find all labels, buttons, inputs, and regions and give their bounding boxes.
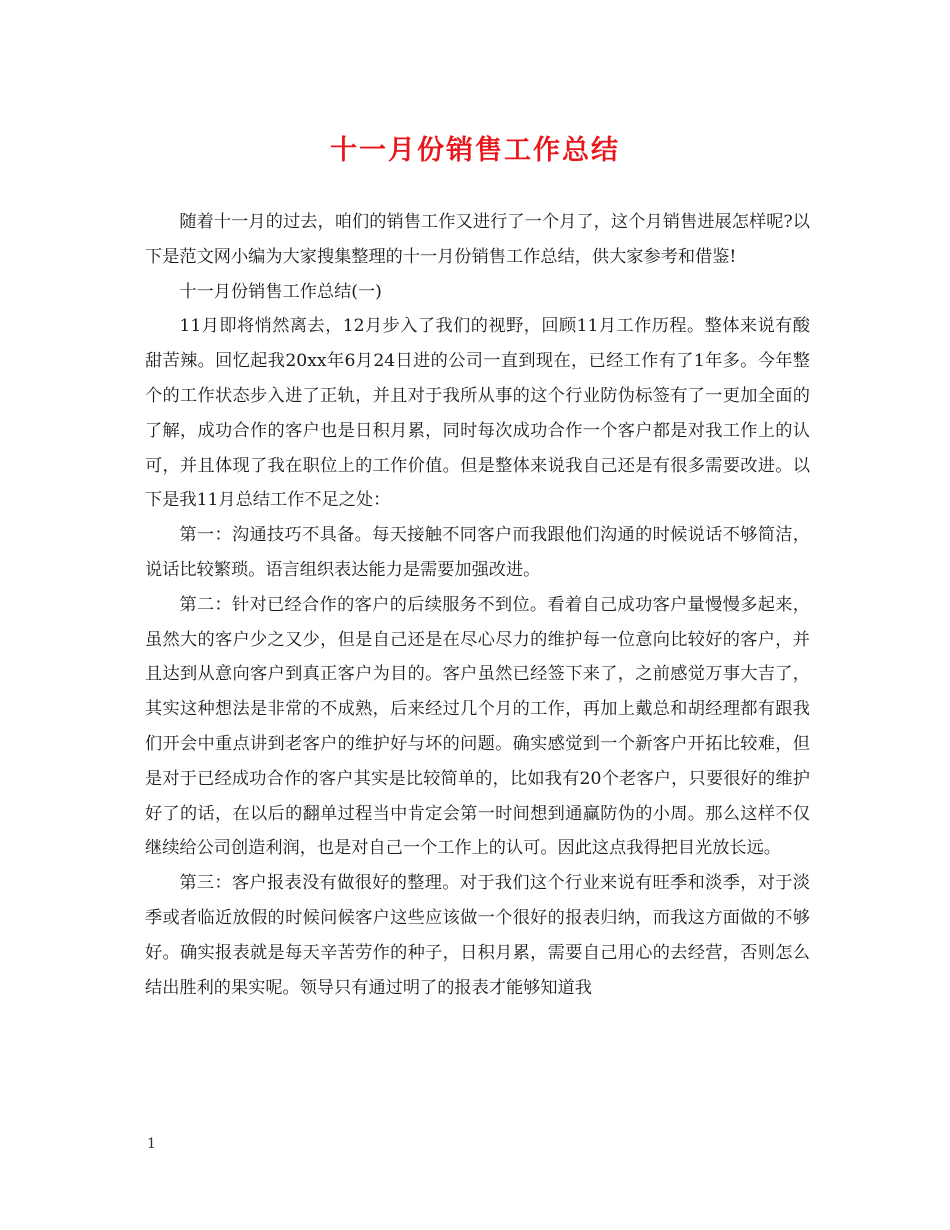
body-paragraph: 第一：沟通技巧不具备。每天接触不同客户而我跟他们沟通的时候说话不够简洁，说话比较繁琐。语言组织表达能力是需要加强改进。 [145,525,810,580]
section-heading: 十一月份销售工作总结(一) [179,281,382,302]
page-number: 1 [147,1136,156,1152]
intro-paragraph: 随着十一月的过去，咱们的销售工作又进行了一个月了，这个月销售进展怎样呢?以下是范文网小编为大家搜集整理的十一月份销售工作总结，供大家参考和借鉴! [145,212,810,267]
body-paragraph: 第二：针对已经合作的客户的后续服务不到位。看着自己成功客户量慢慢多起来，虽然大的客户少之又少，但是自己还是在尽心尽力的维护每一位意向比较好的客户，并且达到从意向客户到真正客户为目的。客户虽然已经签下来了，之前感觉万事大吉了，其实这种想法是非常的不成熟，后来经过几个月的工作，再加上戴总和胡经理都有跟我们开会中重点讲到老客户的维护好与坏的问题。确实感觉到一个新客户开拓比较难，但是对于已经成功合作的客户其实是比较简单的，比如我有20个老客户，只要很好的维护好了的话，在以后的翻单过程当中肯定会第一时间想到通赢防伪的小周。那么这样不仅继续给公司创造利润，也是对自己一个工作上的认可。因此这点我得把目光放长远。 [145,594,810,859]
document-body [145,205,810,1005]
body-paragraph: 11月即将悄然离去，12月步入了我们的视野，回顾11月工作历程。整体来说有酸甜苦辣。回忆起我20xx年6月24日进的公司一直到现在，已经工作有了1年多。今年整个的工作状态步入进了正轨，并且对于我所从事的这个行业防伪标签有了一更加全面的了解，成功合作的客户也是日积月累，同时每次成功合作一个客户都是对我工作上的认可，并且体现了我在职位上的工作价值。但是整体来说我自己还是有很多需要改进。以下是我11月总结工作不足之处： [145,316,810,511]
document-title: 十一月份销售工作总结 [330,135,620,166]
body-paragraph: 第三：客户报表没有做很好的整理。对于我们这个行业来说有旺季和淡季，对于淡季或者临近放假的时候问候客户这些应该做一个很好的报表归纳，而我这方面做的不够好。确实报表就是每天辛苦劳作的种子，日积月累，需要自己用心的去经营，否则怎么结出胜利的果实呢。领导只有通过明了的报表才能够知道我 [145,873,810,998]
